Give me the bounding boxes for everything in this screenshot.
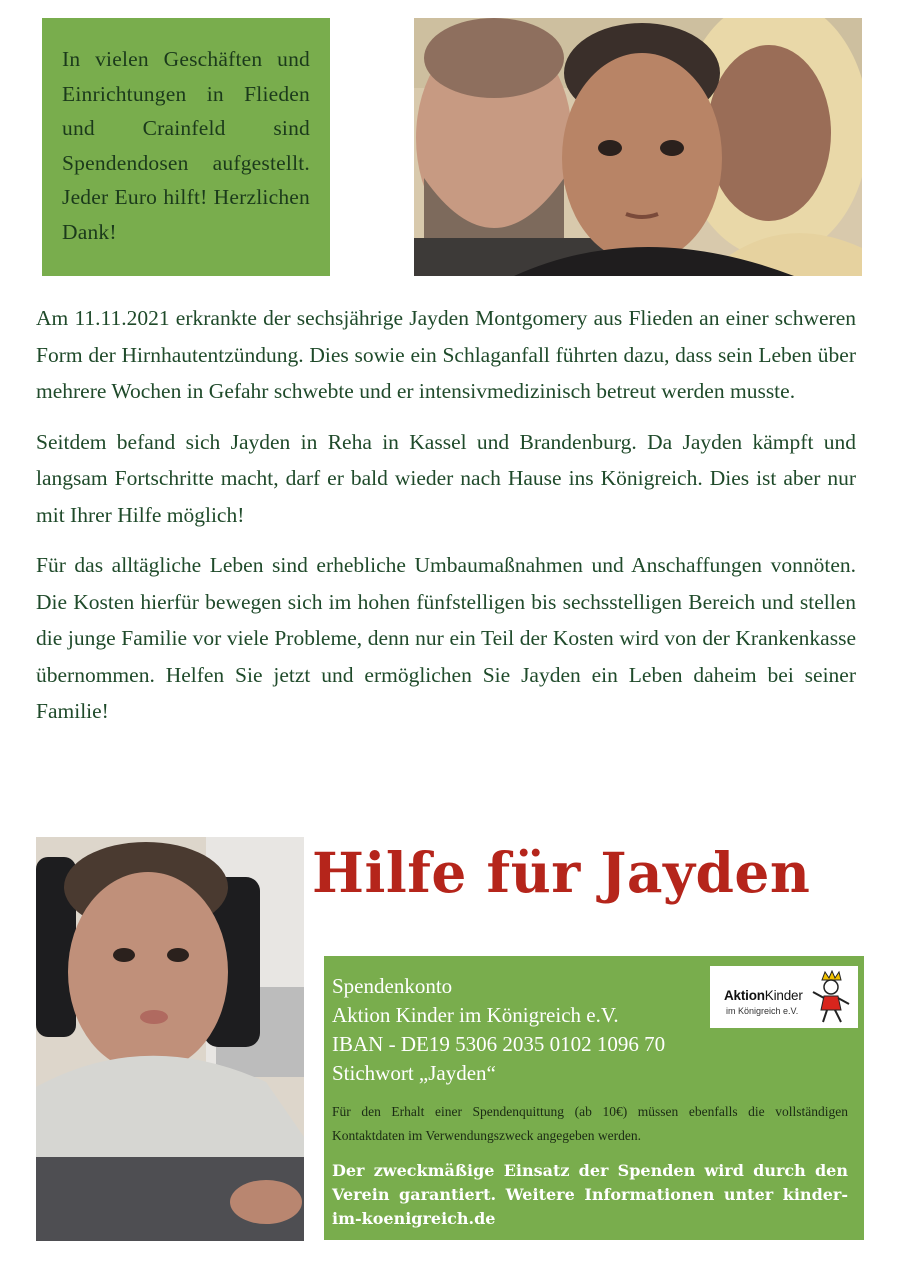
info-text: In vielen Geschäften und Einrichtungen in Flieden und Crainfeld sind Spendendosen aufgestellt. Jeder Euro hilft! Herzlichen Dank! <box>62 47 310 244</box>
family-photo-illustration <box>414 18 862 276</box>
body-text <box>36 300 856 744</box>
paragraph-1: Am 11.11.2021 erkrankte der sechsjährige Jayden Montgomery aus Flieden an einer schweren Form der Hirnhautentzündung. Dies sowie ein Schlaganfall führten dazu, dass sein Leben über mehrere Wochen in Gefahr schwebte und er intensivmedizinisch betreut werden musste. <box>36 306 856 403</box>
aktion-kinder-logo <box>710 966 858 1028</box>
account-keyword: Stichwort „Jayden“ <box>332 1061 496 1085</box>
logo-subtitle: im Königreich e.V. <box>726 1006 799 1016</box>
account-organization: Aktion Kinder im Königreich e.V. <box>332 1003 619 1027</box>
account-iban: IBAN - DE19 5306 2035 0102 1096 70 <box>332 1032 666 1056</box>
paragraph-2: Seitdem befand sich Jayden in Reha in Kassel und Brandenburg. Da Jayden kämpft und langsam Fortschritte macht, darf er bald wieder nach Hause ins Königreich. Dies ist aber nur mit Ihrer Hilfe möglich! <box>36 429 856 527</box>
logo-name <box>724 988 803 1003</box>
jayden-photo <box>36 837 304 1241</box>
logo-name-regular: Kinder <box>764 988 803 1003</box>
donation-account-box <box>324 956 864 1240</box>
guarantee-note: Der zweckmäßige Einsatz der Spenden wird durch den Verein garantiert. Weitere Informationen unter kinder-im-koenigreich.de <box>332 1161 848 1228</box>
receipt-note: Für den Erhalt einer Spendenquittung (ab 10€) müssen ebenfalls die vollständigen Kontaktdaten im Verwendungszweck angegeben werden. <box>332 1104 848 1143</box>
donation-box-info <box>42 18 330 276</box>
headline: Hilfe für Jayden <box>312 840 811 905</box>
crowned-child-icon <box>810 970 852 1026</box>
logo-name-bold: Aktion <box>724 988 765 1003</box>
paragraph-3: Für das alltägliche Leben sind erhebliche Umbaumaßnahmen und Anschaffungen vonnöten. Die Kosten hierfür bewegen sich im hohen fünfstelligen bis sechsstelligen Bereich und stellen die junge Familie vor viele Probleme, denn nur ein Teil der Kosten wird von der Krankenkasse übernommen. Helfen Sie jetzt und ermöglichen Sie Jayden ein Leben daheim bei seiner Familie! <box>36 553 856 723</box>
account-label: Spendenkonto <box>332 974 453 998</box>
family-photo <box>414 18 862 276</box>
jayden-photo-illustration <box>36 837 304 1241</box>
